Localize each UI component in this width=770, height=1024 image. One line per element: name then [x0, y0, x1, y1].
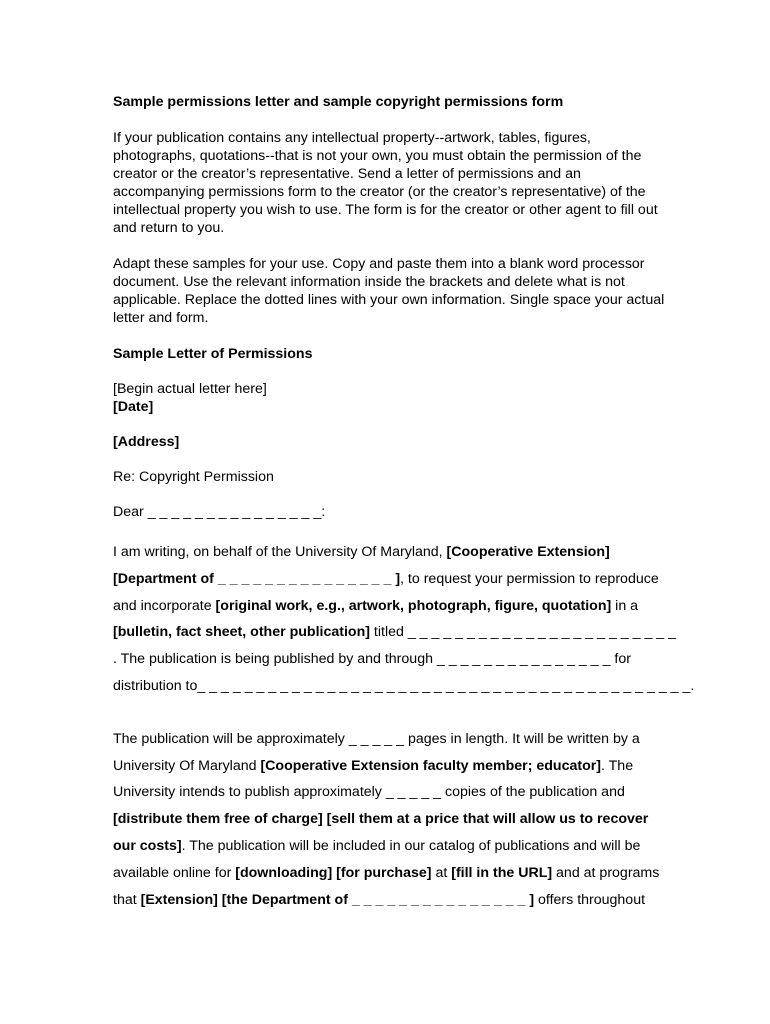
letter-paragraph-2: [113, 726, 713, 914]
salutation: Dear _ _ _ _ _ _ _ _ _ _ _ _ _ _ _:: [113, 504, 326, 520]
date-placeholder: [113, 398, 713, 416]
p2-bold: our costs]: [113, 837, 182, 854]
address-placeholder-text: [Address]: [113, 434, 180, 450]
document-title: Sample permissions letter and sample copyright permissions form: [113, 94, 564, 110]
p2-line-6: [113, 860, 713, 887]
p1-line-6: distribution to_ _ _ _ _ _ _ _ _ _ _ _ _ _ _ _ _ _ _ _ _ _ _ _ _ _ _ _ _ _ _ _ _ _ _ _ _ _ _ _ _ _.: [113, 677, 695, 694]
adapt-paragraph: [113, 255, 713, 327]
p1-bold: [original work, e.g., artwork, photograph, figure, quotation]: [215, 597, 612, 614]
begin-letter-note: [Begin actual letter here]: [113, 381, 267, 397]
p2-text: offers throughout: [534, 891, 646, 908]
p2-bold: [fill in the URL]: [451, 864, 553, 881]
p1-line-1: [113, 539, 713, 566]
p2-line-4: [113, 806, 713, 833]
adapt-line: Adapt these samples for your use. Copy and paste them into a blank word processor: [113, 256, 645, 272]
intro-line: and return to you.: [113, 220, 225, 236]
intro-paragraph: [113, 129, 713, 237]
p1-text: and incorporate: [113, 597, 216, 614]
date-placeholder-text: [Date]: [113, 399, 154, 415]
p2-line-2: [113, 753, 713, 780]
p2-text: . The: [601, 757, 634, 774]
p2-text: available online for: [113, 864, 236, 881]
p1-bold: [Department of _ _ _ _ _ _ _ _ _ _ _ _ _ _ _ ]: [113, 570, 401, 587]
intro-line: creator or the creator’s representative. Send a letter of permissions and an: [113, 166, 581, 182]
letter-paragraph-1: [113, 539, 713, 700]
intro-line: photographs, quotations--that is not your own, you must obtain the permission of the: [113, 148, 642, 164]
intro-line: accompanying permissions form to the creator (or the creator’s representative) of the: [113, 184, 646, 200]
p1-line-2: [113, 566, 713, 593]
p2-bold: [downloading] [for purchase]: [235, 864, 432, 881]
p2-text: that: [113, 891, 141, 908]
re-line: Re: Copyright Permission: [113, 469, 274, 485]
p2-line-5: [113, 833, 713, 860]
p1-bold: [Cooperative Extension]: [446, 544, 610, 560]
adapt-line: applicable. Replace the dotted lines with your own information. Single space your actual: [113, 292, 665, 308]
document-page: [113, 93, 713, 913]
p1-line-4: [113, 619, 713, 646]
p1-line-5: . The publication is being published by and through _ _ _ _ _ _ _ _ _ _ _ _ _ _ _ for: [113, 651, 631, 668]
address-placeholder: [113, 433, 713, 451]
p1-text: I am writing, on behalf of the University Of Maryland,: [113, 544, 447, 560]
p2-bold: [Cooperative Extension faculty member; educator]: [260, 757, 602, 774]
p1-line-3: [113, 593, 713, 620]
p2-line-7: [113, 887, 713, 914]
p2-bold: [distribute them free of charge] [sell them at a price that will allow us to recover: [113, 811, 649, 828]
intro-line: If your publication contains any intellectual property--artwork, tables, figures,: [113, 130, 591, 146]
intro-line: intellectual property you wish to use. The form is for the creator or other agent to fill out: [113, 202, 658, 218]
p2-text: . The publication will be included in our catalog of publications and will be: [181, 837, 641, 854]
p1-text: titled _ _ _ _ _ _ _ _ _ _ _ _ _ _ _ _ _ _ _ _ _ _ _: [369, 624, 677, 641]
p2-text: University Of Maryland: [113, 757, 261, 774]
p2-line-3: University intends to publish approximately _ _ _ _ _ copies of the publication and: [113, 784, 625, 801]
p2-text: at: [431, 864, 452, 881]
p1-text: , to request your permission to reproduce: [400, 570, 659, 587]
sample-letter-heading: Sample Letter of Permissions: [113, 346, 313, 362]
adapt-line: document. Use the relevant information inside the brackets and delete what is not: [113, 274, 625, 290]
p1-bold: [bulletin, fact sheet, other publication]: [113, 624, 370, 641]
p2-bold: [Extension] [the Department of _ _ _ _ _ _ _ _ _ _ _ _ _ _ _ ]: [140, 891, 535, 908]
p2-text: and at programs: [552, 864, 660, 881]
p2-line-1: The publication will be approximately _ _ _ _ _ pages in length. It will be written by a: [113, 730, 640, 747]
p1-text: in a: [611, 597, 639, 614]
adapt-line: letter and form.: [113, 310, 209, 326]
